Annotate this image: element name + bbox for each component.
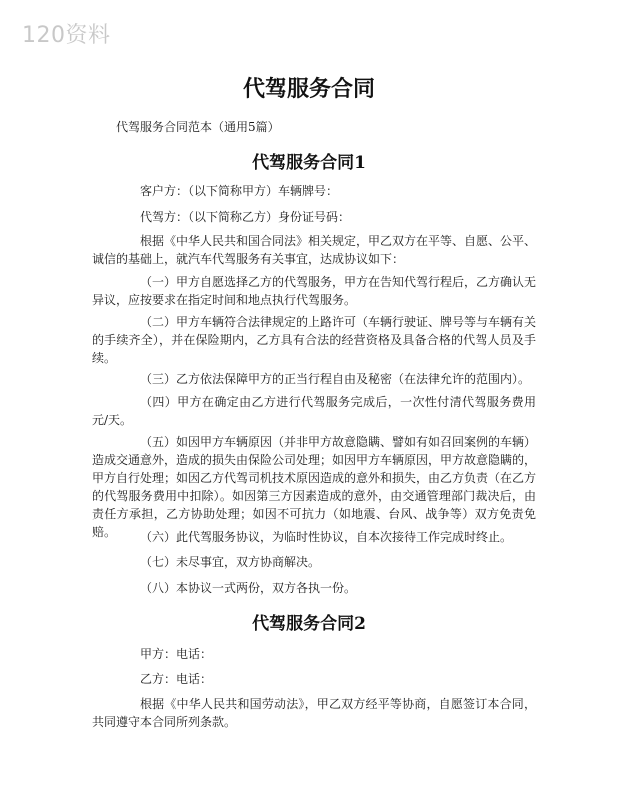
- document-title: 代驾服务合同: [242, 76, 375, 102]
- document-subtitle: 代驾服务合同范本（通用5篇）: [116, 120, 280, 134]
- contract1-heading: 代驾服务合同1: [252, 153, 366, 173]
- clause-1: （一）甲方自愿选择乙方的代驾服务，甲方在告知代驾行程后，乙方确认无异议，应按要求在指定时间和地点执行代驾服务。: [92, 275, 537, 307]
- clause-6: （六）此代驾服务协议，为临时性协议，自本次接待工作完成时终止。: [140, 530, 513, 544]
- clause-7: （七）未尽事宜，双方协商解决。: [140, 555, 321, 569]
- driver-line: 代驾方：（以下简称乙方）身份证号码：: [140, 210, 351, 224]
- party-b-line: 乙方：电话：: [140, 672, 213, 686]
- watermark: 120资料: [22, 23, 111, 48]
- clause-5: （五）如因甲方车辆原因（并非甲方故意隐瞒、譬如有如召回案例的车辆）造成交通意外，造成的损失由保险公司处理；如因甲方车辆原因，甲方故意隐瞒的，甲方自行处理；如因乙方代驾司机技术原因造成的意外和损失，由乙方负责（在乙方的代驾服务费用中扣除）。如因第三方因素造成的意外，由交通管理部门裁决后，由责任方承担，乙方协助处理；如因不可抗力（如地震、台风、战争等）双方免责免赔。: [92, 435, 537, 539]
- client-line: 客户方：（以下简称甲方）车辆牌号：: [140, 184, 339, 198]
- contract2-heading: 代驾服务合同2: [252, 614, 366, 634]
- clause-2: （二）甲方车辆符合法律规定的上路许可（车辆行驶证、牌号等与车辆有关的手续齐全），并在保险期内，乙方具有合法的经营资格及具备合格的代驾人员及手续。: [92, 315, 537, 365]
- contract1-intro: 根据《中华人民共和国合同法》相关规定，甲乙双方在平等、自愿、公平、诚信的基础上，就汽车代驾服务有关事宜，达成协议如下：: [92, 234, 537, 266]
- contract2-intro: 根据《中华人民共和国劳动法》，甲乙双方经平等协商，自愿签订本合同，共同遵守本合同所列条款。: [92, 697, 536, 729]
- party-a-line: 甲方：电话：: [140, 647, 213, 661]
- clause-8: （八）本协议一式两份，双方各执一份。: [140, 581, 357, 595]
- clause-4: （四）甲方在确定由乙方进行代驾服务完成后，一次性付清代驾服务费用元/天。: [92, 395, 536, 427]
- clause-3: （三）乙方依法保障甲方的正当行程自由及秘密（在法律允许的范围内）。: [140, 372, 531, 386]
